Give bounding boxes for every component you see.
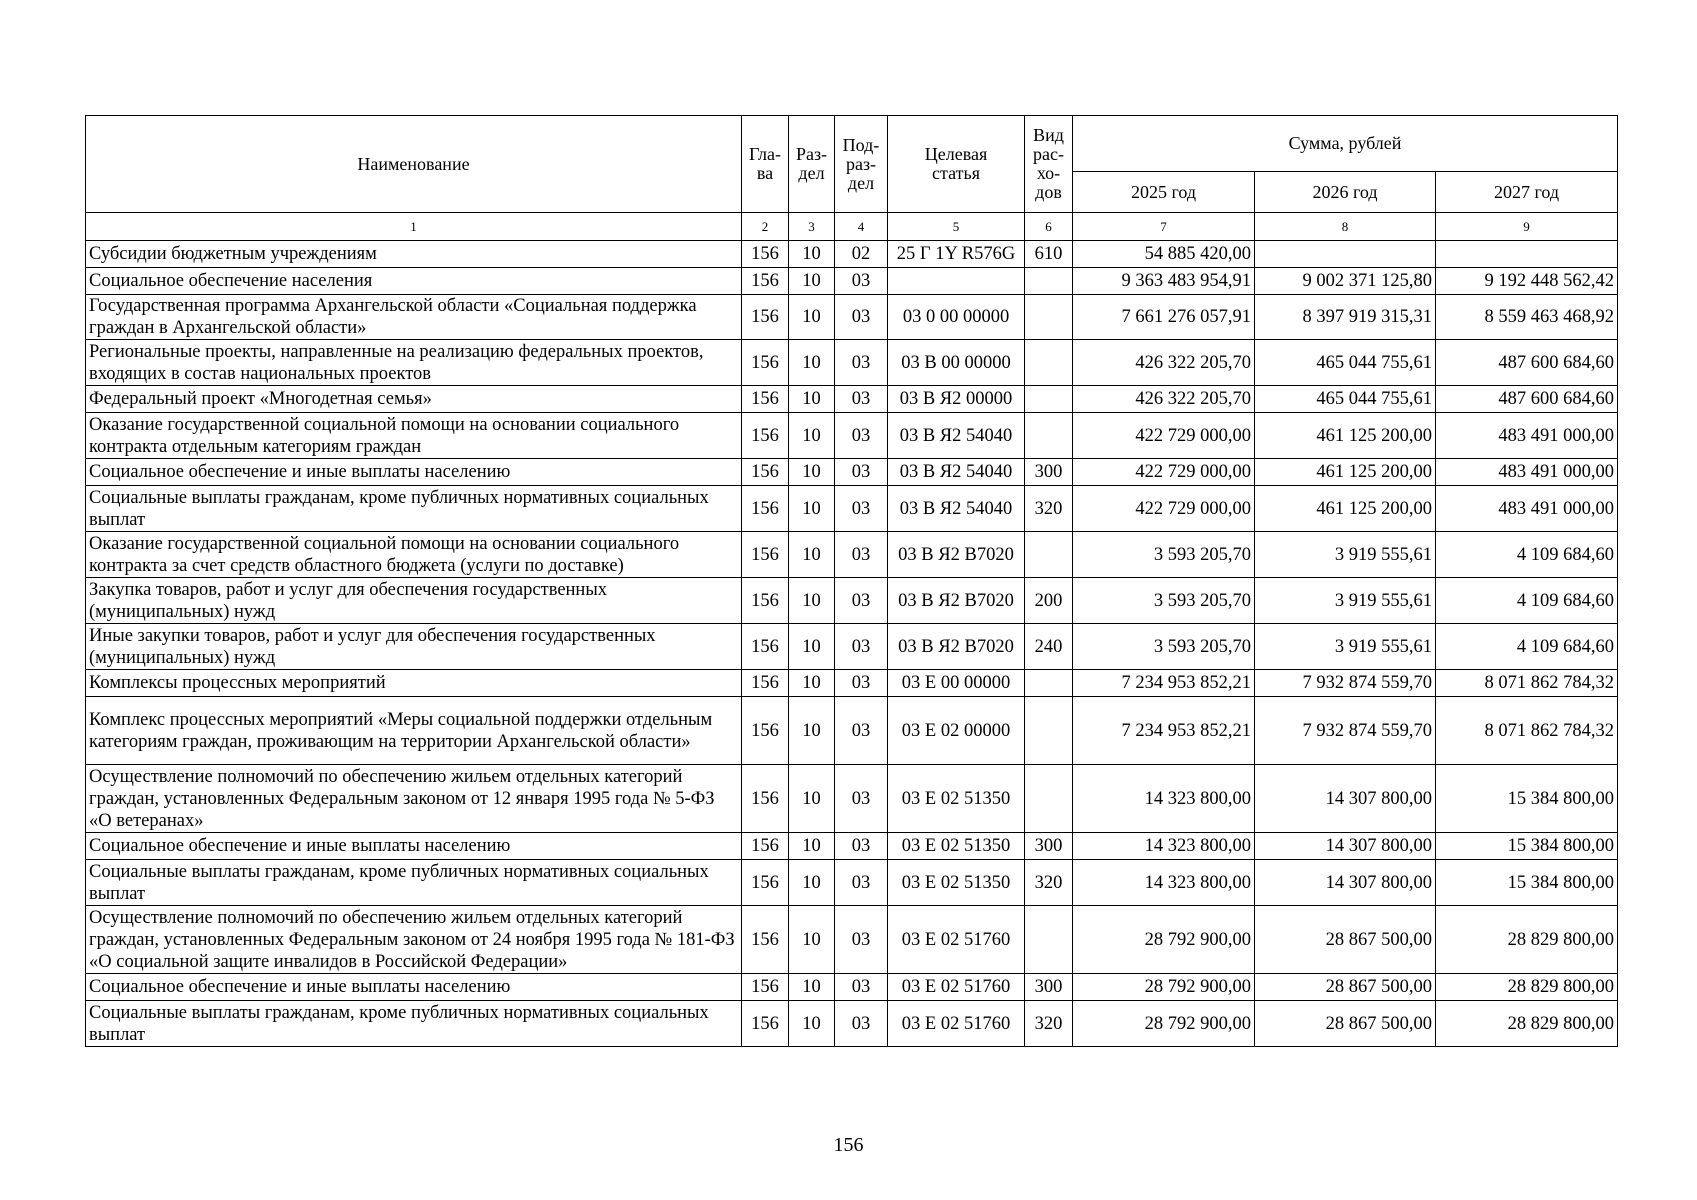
header-name: Наименование [86,116,742,213]
row-amount-2025-cell: 3 593 205,70 [1073,624,1255,670]
row-tselevaya-statya-cell: 03 Е 02 51350 [888,833,1025,860]
row-amount-2027-cell: 483 491 000,00 [1436,413,1618,459]
row-podrazdel-cell: 03 [835,624,888,670]
row-tselevaya-statya-cell: 03 Е 02 00000 [888,697,1025,765]
table-row [86,697,1618,765]
row-amount-2025-cell: 28 792 900,00 [1073,906,1255,974]
header-year-2026: 2026 год [1255,172,1436,213]
row-podrazdel-cell: 03 [835,340,888,386]
row-amount-2027-cell: 28 829 800,00 [1436,1001,1618,1047]
table-row [86,532,1618,578]
row-amount-2025-cell: 14 323 800,00 [1073,860,1255,906]
row-vid-rashodov-cell [1025,413,1073,459]
row-podrazdel-cell: 03 [835,486,888,532]
column-number: 5 [888,213,1025,241]
row-glava-cell: 156 [742,860,789,906]
row-vid-rashodov-cell: 320 [1025,486,1073,532]
row-amount-2027-cell: 28 829 800,00 [1436,906,1618,974]
row-name-cell: Федеральный проект «Многодетная семья» [86,386,742,413]
row-amount-2025-cell: 3 593 205,70 [1073,578,1255,624]
header-year-2025: 2025 год [1073,172,1255,213]
row-tselevaya-statya-cell: 03 В Я2 54040 [888,413,1025,459]
row-vid-rashodov-cell: 200 [1025,578,1073,624]
header-year-2027: 2027 год [1436,172,1618,213]
row-vid-rashodov-cell [1025,386,1073,413]
row-amount-2026-cell: 9 002 371 125,80 [1255,268,1436,295]
row-tselevaya-statya-cell: 03 Е 02 51350 [888,860,1025,906]
row-amount-2025-cell: 7 661 276 057,91 [1073,295,1255,340]
header-glava: Гла- ва [742,116,789,213]
row-name-cell: Социальное обеспечение и иные выплаты населению [86,974,742,1001]
row-razdel-cell: 10 [789,906,835,974]
table-row [86,906,1618,974]
header-summa: Сумма, рублей [1073,116,1618,172]
row-podrazdel-cell: 03 [835,670,888,697]
row-name-cell: Оказание государственной социальной помощи на основании социального контракта за счет средств областного бюджета (услуги по доставке) [86,532,742,578]
row-vid-rashodov-cell: 300 [1025,974,1073,1001]
row-vid-rashodov-cell: 300 [1025,459,1073,486]
row-amount-2025-cell: 7 234 953 852,21 [1073,670,1255,697]
row-amount-2025-cell: 3 593 205,70 [1073,532,1255,578]
row-vid-rashodov-cell [1025,340,1073,386]
row-amount-2026-cell: 461 125 200,00 [1255,413,1436,459]
row-glava-cell: 156 [742,459,789,486]
row-tselevaya-statya-cell: 03 В Я2 54040 [888,486,1025,532]
row-amount-2026-cell: 461 125 200,00 [1255,459,1436,486]
row-razdel-cell: 10 [789,386,835,413]
row-amount-2027-cell: 4 109 684,60 [1436,624,1618,670]
row-podrazdel-cell: 03 [835,532,888,578]
row-amount-2027-cell: 9 192 448 562,42 [1436,268,1618,295]
row-vid-rashodov-cell: 320 [1025,860,1073,906]
row-vid-rashodov-cell [1025,670,1073,697]
row-razdel-cell: 10 [789,459,835,486]
row-amount-2026-cell: 3 919 555,61 [1255,578,1436,624]
column-number: 1 [86,213,742,241]
row-podrazdel-cell: 03 [835,268,888,295]
row-name-cell: Осуществление полномочий по обеспечению жильем отдельных категорий граждан, установленных Федеральным законом от 12 января 1995 года № 5-ФЗ «О ветеранах» [86,765,742,833]
row-vid-rashodov-cell [1025,697,1073,765]
row-razdel-cell: 10 [789,241,835,268]
row-glava-cell: 156 [742,268,789,295]
row-glava-cell: 156 [742,413,789,459]
table-row [86,578,1618,624]
row-name-cell: Региональные проекты, направленные на реализацию федеральных проектов, входящих в состав национальных проектов [86,340,742,386]
table-row [86,241,1618,268]
row-podrazdel-cell: 03 [835,1001,888,1047]
row-amount-2026-cell: 14 307 800,00 [1255,860,1436,906]
table-row [86,295,1618,340]
row-amount-2027-cell: 15 384 800,00 [1436,833,1618,860]
row-name-cell: Осуществление полномочий по обеспечению жильем отдельных категорий граждан, установленных Федеральным законом от 24 ноября 1995 года № 181-ФЗ «О социальной защите инвалидов в Российской Федерации» [86,906,742,974]
column-number: 9 [1436,213,1618,241]
row-razdel-cell: 10 [789,486,835,532]
row-amount-2026-cell: 28 867 500,00 [1255,906,1436,974]
row-glava-cell: 156 [742,974,789,1001]
table-row [86,833,1618,860]
row-amount-2025-cell: 28 792 900,00 [1073,1001,1255,1047]
row-amount-2025-cell: 28 792 900,00 [1073,974,1255,1001]
row-amount-2027-cell: 4 109 684,60 [1436,532,1618,578]
row-amount-2027-cell: 483 491 000,00 [1436,459,1618,486]
row-amount-2025-cell: 422 729 000,00 [1073,459,1255,486]
row-vid-rashodov-cell [1025,765,1073,833]
row-vid-rashodov-cell: 320 [1025,1001,1073,1047]
row-amount-2025-cell: 9 363 483 954,91 [1073,268,1255,295]
row-razdel-cell: 10 [789,578,835,624]
row-glava-cell: 156 [742,765,789,833]
row-tselevaya-statya-cell: 03 0 00 00000 [888,295,1025,340]
row-vid-rashodov-cell [1025,268,1073,295]
row-podrazdel-cell: 03 [835,974,888,1001]
row-glava-cell: 156 [742,906,789,974]
column-number: 2 [742,213,789,241]
row-amount-2026-cell: 3 919 555,61 [1255,532,1436,578]
row-amount-2027-cell: 8 071 862 784,32 [1436,697,1618,765]
row-amount-2027-cell: 15 384 800,00 [1436,860,1618,906]
table-row [86,670,1618,697]
row-vid-rashodov-cell [1025,906,1073,974]
column-number: 8 [1255,213,1436,241]
row-glava-cell: 156 [742,386,789,413]
row-podrazdel-cell: 03 [835,765,888,833]
table-row [86,459,1618,486]
row-amount-2026-cell: 28 867 500,00 [1255,974,1436,1001]
row-tselevaya-statya-cell: 03 В Я2 00000 [888,386,1025,413]
row-glava-cell: 156 [742,578,789,624]
column-number-row [86,213,1618,241]
row-amount-2027-cell: 28 829 800,00 [1436,974,1618,1001]
row-tselevaya-statya-cell: 03 В Я2 В7020 [888,578,1025,624]
row-razdel-cell: 10 [789,974,835,1001]
row-name-cell: Социальное обеспечение населения [86,268,742,295]
header-tselevaya-statya: Целевая статья [888,116,1025,213]
row-amount-2025-cell: 14 323 800,00 [1073,765,1255,833]
row-amount-2026-cell: 465 044 755,61 [1255,386,1436,413]
row-amount-2025-cell: 14 323 800,00 [1073,833,1255,860]
page-number: 156 [833,1134,864,1156]
row-glava-cell: 156 [742,340,789,386]
row-name-cell: Социальные выплаты гражданам, кроме публичных нормативных социальных выплат [86,1001,742,1047]
row-tselevaya-statya-cell: 03 В Я2 В7020 [888,624,1025,670]
row-name-cell: Комплекс процессных мероприятий «Меры социальной поддержки отдельным категориям граждан, проживающим на территории Архангельской области» [86,697,742,765]
row-podrazdel-cell: 03 [835,697,888,765]
row-name-cell: Государственная программа Архангельской области «Социальная поддержка граждан в Архангельской области» [86,295,742,340]
table-row [86,974,1618,1001]
row-name-cell: Комплексы процессных мероприятий [86,670,742,697]
row-tselevaya-statya-cell: 03 Е 02 51350 [888,765,1025,833]
table-row [86,765,1618,833]
row-razdel-cell: 10 [789,697,835,765]
row-amount-2027-cell: 4 109 684,60 [1436,578,1618,624]
row-name-cell: Оказание государственной социальной помощи на основании социального контракта отдельным категориям граждан [86,413,742,459]
row-name-cell: Социальные выплаты гражданам, кроме публичных нормативных социальных выплат [86,860,742,906]
row-razdel-cell: 10 [789,624,835,670]
row-name-cell: Социальное обеспечение и иные выплаты населению [86,459,742,486]
row-amount-2025-cell: 426 322 205,70 [1073,340,1255,386]
row-amount-2027-cell: 8 071 862 784,32 [1436,670,1618,697]
row-vid-rashodov-cell: 240 [1025,624,1073,670]
row-vid-rashodov-cell [1025,532,1073,578]
header-podrazdel: Под- раз- дел [835,116,888,213]
row-vid-rashodov-cell: 300 [1025,833,1073,860]
budget-table [85,115,1618,1047]
row-amount-2026-cell: 14 307 800,00 [1255,765,1436,833]
row-razdel-cell: 10 [789,1001,835,1047]
row-razdel-cell: 10 [789,765,835,833]
row-name-cell: Социальное обеспечение и иные выплаты населению [86,833,742,860]
row-glava-cell: 156 [742,532,789,578]
row-tselevaya-statya-cell: 03 Е 02 51760 [888,974,1025,1001]
row-amount-2025-cell: 7 234 953 852,21 [1073,697,1255,765]
row-razdel-cell: 10 [789,268,835,295]
row-tselevaya-statya-cell: 03 В 00 00000 [888,340,1025,386]
table-row [86,624,1618,670]
row-amount-2027-cell: 483 491 000,00 [1436,486,1618,532]
row-glava-cell: 156 [742,697,789,765]
row-podrazdel-cell: 03 [835,459,888,486]
row-razdel-cell: 10 [789,833,835,860]
row-amount-2026-cell: 461 125 200,00 [1255,486,1436,532]
row-tselevaya-statya-cell: 03 В Я2 В7020 [888,532,1025,578]
row-amount-2026-cell: 3 919 555,61 [1255,624,1436,670]
row-tselevaya-statya-cell: 03 Е 02 51760 [888,1001,1025,1047]
row-amount-2027-cell: 15 384 800,00 [1436,765,1618,833]
row-glava-cell: 156 [742,486,789,532]
row-podrazdel-cell: 03 [835,578,888,624]
row-podrazdel-cell: 03 [835,906,888,974]
row-amount-2025-cell: 54 885 420,00 [1073,241,1255,268]
table-row [86,386,1618,413]
row-razdel-cell: 10 [789,295,835,340]
row-glava-cell: 156 [742,670,789,697]
row-amount-2026-cell: 465 044 755,61 [1255,340,1436,386]
row-razdel-cell: 10 [789,670,835,697]
row-razdel-cell: 10 [789,532,835,578]
column-number: 7 [1073,213,1255,241]
row-podrazdel-cell: 03 [835,833,888,860]
row-tselevaya-statya-cell: 25 Г 1Y R576G [888,241,1025,268]
column-number: 6 [1025,213,1073,241]
row-podrazdel-cell: 03 [835,295,888,340]
header-vid-rashodov: Вид рас- хо- дов [1025,116,1073,213]
row-amount-2025-cell: 426 322 205,70 [1073,386,1255,413]
row-tselevaya-statya-cell: 03 Е 00 00000 [888,670,1025,697]
row-tselevaya-statya-cell: 03 Е 02 51760 [888,906,1025,974]
row-amount-2026-cell: 7 932 874 559,70 [1255,697,1436,765]
table-row [86,1001,1618,1047]
row-amount-2025-cell: 422 729 000,00 [1073,413,1255,459]
row-name-cell: Субсидии бюджетным учреждениям [86,241,742,268]
row-glava-cell: 156 [742,833,789,860]
row-podrazdel-cell: 03 [835,860,888,906]
row-razdel-cell: 10 [789,340,835,386]
row-podrazdel-cell: 03 [835,413,888,459]
column-number: 4 [835,213,888,241]
row-amount-2026-cell: 8 397 919 315,31 [1255,295,1436,340]
row-amount-2027-cell [1436,241,1618,268]
table-row [86,340,1618,386]
row-amount-2025-cell: 422 729 000,00 [1073,486,1255,532]
row-amount-2027-cell: 487 600 684,60 [1436,386,1618,413]
table-row [86,486,1618,532]
row-vid-rashodov-cell: 610 [1025,241,1073,268]
row-razdel-cell: 10 [789,413,835,459]
row-amount-2027-cell: 487 600 684,60 [1436,340,1618,386]
row-tselevaya-statya-cell [888,268,1025,295]
row-amount-2026-cell [1255,241,1436,268]
row-tselevaya-statya-cell: 03 В Я2 54040 [888,459,1025,486]
row-amount-2026-cell: 7 932 874 559,70 [1255,670,1436,697]
row-glava-cell: 156 [742,1001,789,1047]
row-glava-cell: 156 [742,241,789,268]
row-name-cell: Социальные выплаты гражданам, кроме публичных нормативных социальных выплат [86,486,742,532]
row-glava-cell: 156 [742,295,789,340]
row-podrazdel-cell: 03 [835,386,888,413]
row-glava-cell: 156 [742,624,789,670]
column-number: 3 [789,213,835,241]
row-razdel-cell: 10 [789,860,835,906]
table-row [86,413,1618,459]
row-amount-2026-cell: 14 307 800,00 [1255,833,1436,860]
table-row [86,860,1618,906]
row-amount-2026-cell: 28 867 500,00 [1255,1001,1436,1047]
row-amount-2027-cell: 8 559 463 468,92 [1436,295,1618,340]
table-row [86,268,1618,295]
row-name-cell: Закупка товаров, работ и услуг для обеспечения государственных (муниципальных) нужд [86,578,742,624]
row-podrazdel-cell: 02 [835,241,888,268]
header-razdel: Раз- дел [789,116,835,213]
row-name-cell: Иные закупки товаров, работ и услуг для обеспечения государственных (муниципальных) нужд [86,624,742,670]
row-vid-rashodov-cell [1025,295,1073,340]
